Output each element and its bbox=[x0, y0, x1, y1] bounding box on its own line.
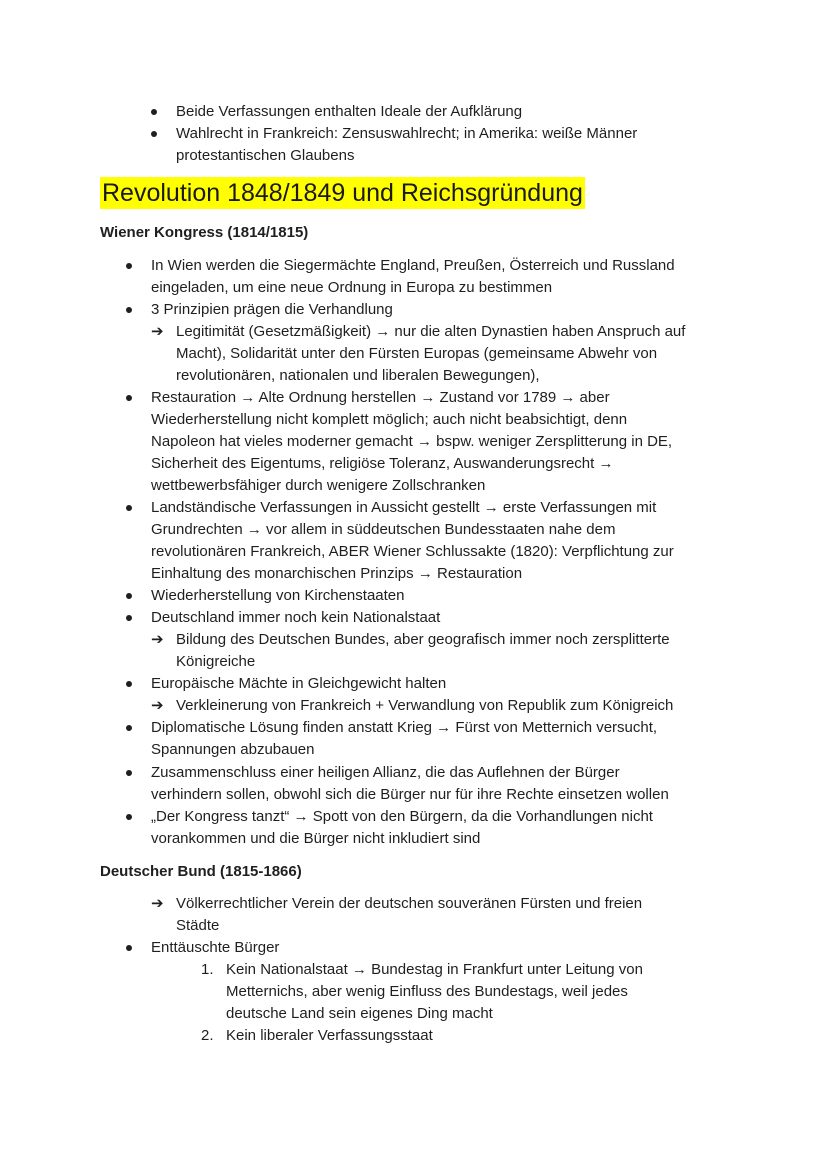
list-number: 2. bbox=[201, 1027, 214, 1044]
list-item-cont: Einhaltung des monarchischen Prinzips → Restauration bbox=[151, 565, 523, 582]
list-item-cont: Spannungen abzubauen bbox=[151, 741, 315, 758]
subheading-wiener-kongress: Wiener Kongress (1814/1815) bbox=[100, 224, 309, 241]
list-item: Zusammenschluss einer heiligen Allianz, die das Auflehnen der Bürger bbox=[151, 762, 620, 784]
intro-bullet-1: Beide Verfassungen enthalten Ideale der Aufklärung bbox=[176, 101, 522, 123]
list-item: In Wien werden die Siegermächte England, Preußen, Österreich und Russland bbox=[151, 255, 675, 277]
list-item-cont: Grundrechten → vor allem in süddeutschen Bundesstaaten nahe dem bbox=[151, 521, 616, 538]
list-item-cont: vorankommen und die Bürger nicht inkludiert sind bbox=[151, 830, 481, 847]
subheading-deutscher-bund: Deutscher Bund (1815-1866) bbox=[100, 863, 302, 880]
intro-bullet-2-cont: protestantischen Glaubens bbox=[176, 147, 355, 164]
arrow-icon: ➔ bbox=[151, 895, 164, 912]
section-heading: Revolution 1848/1849 und Reichsgründung bbox=[102, 179, 583, 207]
numbered-item: Kein liberaler Verfassungsstaat bbox=[226, 1027, 433, 1044]
list-item: Landständische Verfassungen in Aussicht gestellt → erste Verfassungen mit bbox=[151, 497, 656, 519]
list-item-cont: wettbewerbsfähiger durch wenigere Zollschranken bbox=[151, 477, 486, 494]
sub-item-cont: revolutionären, nationalen und liberalen Bewegungen), bbox=[176, 367, 540, 384]
list-item-cont: verhindern sollen, obwohl sich die Bürger nur für ihre Rechte einsetzen wollen bbox=[151, 786, 669, 803]
arrow-icon: ➔ bbox=[151, 323, 164, 340]
sub-item-cont: Städte bbox=[176, 917, 220, 934]
arrow-icon: ➔ bbox=[151, 697, 164, 714]
sub-item: Völkerrechtlicher Verein der deutschen souveränen Fürsten und freien bbox=[176, 895, 643, 912]
sub-item-cont: Königreiche bbox=[176, 653, 256, 670]
list-item: Deutschland immer noch kein Nationalstaat bbox=[151, 607, 440, 629]
list-item-cont: Napoleon hat vieles moderner gemacht → bspw. weniger Zersplitterung in DE, bbox=[151, 433, 673, 450]
list-item: Europäische Mächte in Gleichgewicht halten bbox=[151, 673, 446, 695]
list-item-cont: Wiederherstellung nicht komplett möglich; auch nicht beabsichtigt, denn bbox=[151, 411, 628, 428]
list-item: Enttäuschte Bürger bbox=[151, 937, 279, 959]
list-item: 3 Prinzipien prägen die Verhandlung bbox=[151, 299, 393, 321]
list-item: Wiederherstellung von Kirchenstaaten bbox=[151, 585, 404, 607]
numbered-item-cont: deutsche Land sein eigenes Ding macht bbox=[226, 1005, 493, 1022]
list-item: Restauration → Alte Ordnung herstellen → Zustand vor 1789 → aber bbox=[151, 387, 610, 409]
list-number: 1. bbox=[201, 961, 214, 978]
list-item-cont: revolutionären Frankreich, ABER Wiener Schlussakte (1820): Verpflichtung zur bbox=[151, 543, 674, 560]
arrow-icon: ➔ bbox=[151, 631, 164, 648]
intro-bullet-2: Wahlrecht in Frankreich: Zensuswahlrecht; in Amerika: weiße Männer bbox=[176, 123, 637, 145]
list-item: Diplomatische Lösung finden anstatt Krieg → Fürst von Metternich versucht, bbox=[151, 717, 657, 739]
sub-item: Legitimität (Gesetzmäßigkeit) → nur die alten Dynastien haben Anspruch auf bbox=[176, 323, 686, 340]
sub-item: Bildung des Deutschen Bundes, aber geografisch immer noch zersplitterte bbox=[176, 631, 670, 648]
list-item: „Der Kongress tanzt“ → Spott von den Bürgern, da die Vorhandlungen nicht bbox=[151, 806, 653, 828]
numbered-item-cont: Metternichs, aber wenig Einfluss des Bundestags, weil jedes bbox=[226, 983, 628, 1000]
list-item-cont: Sicherheit des Eigentums, religiöse Toleranz, Auswanderungsrecht → bbox=[151, 455, 614, 472]
list-item-cont: eingeladen, um eine neue Ordnung in Europa zu bestimmen bbox=[151, 279, 553, 296]
sub-item: Verkleinerung von Frankreich + Verwandlung von Republik zum Königreich bbox=[176, 697, 674, 714]
sub-item-cont: Macht), Solidarität unter den Fürsten Europas (gemeinsame Abwehr von bbox=[176, 345, 658, 362]
numbered-item: Kein Nationalstaat → Bundestag in Frankfurt unter Leitung von bbox=[226, 961, 643, 978]
